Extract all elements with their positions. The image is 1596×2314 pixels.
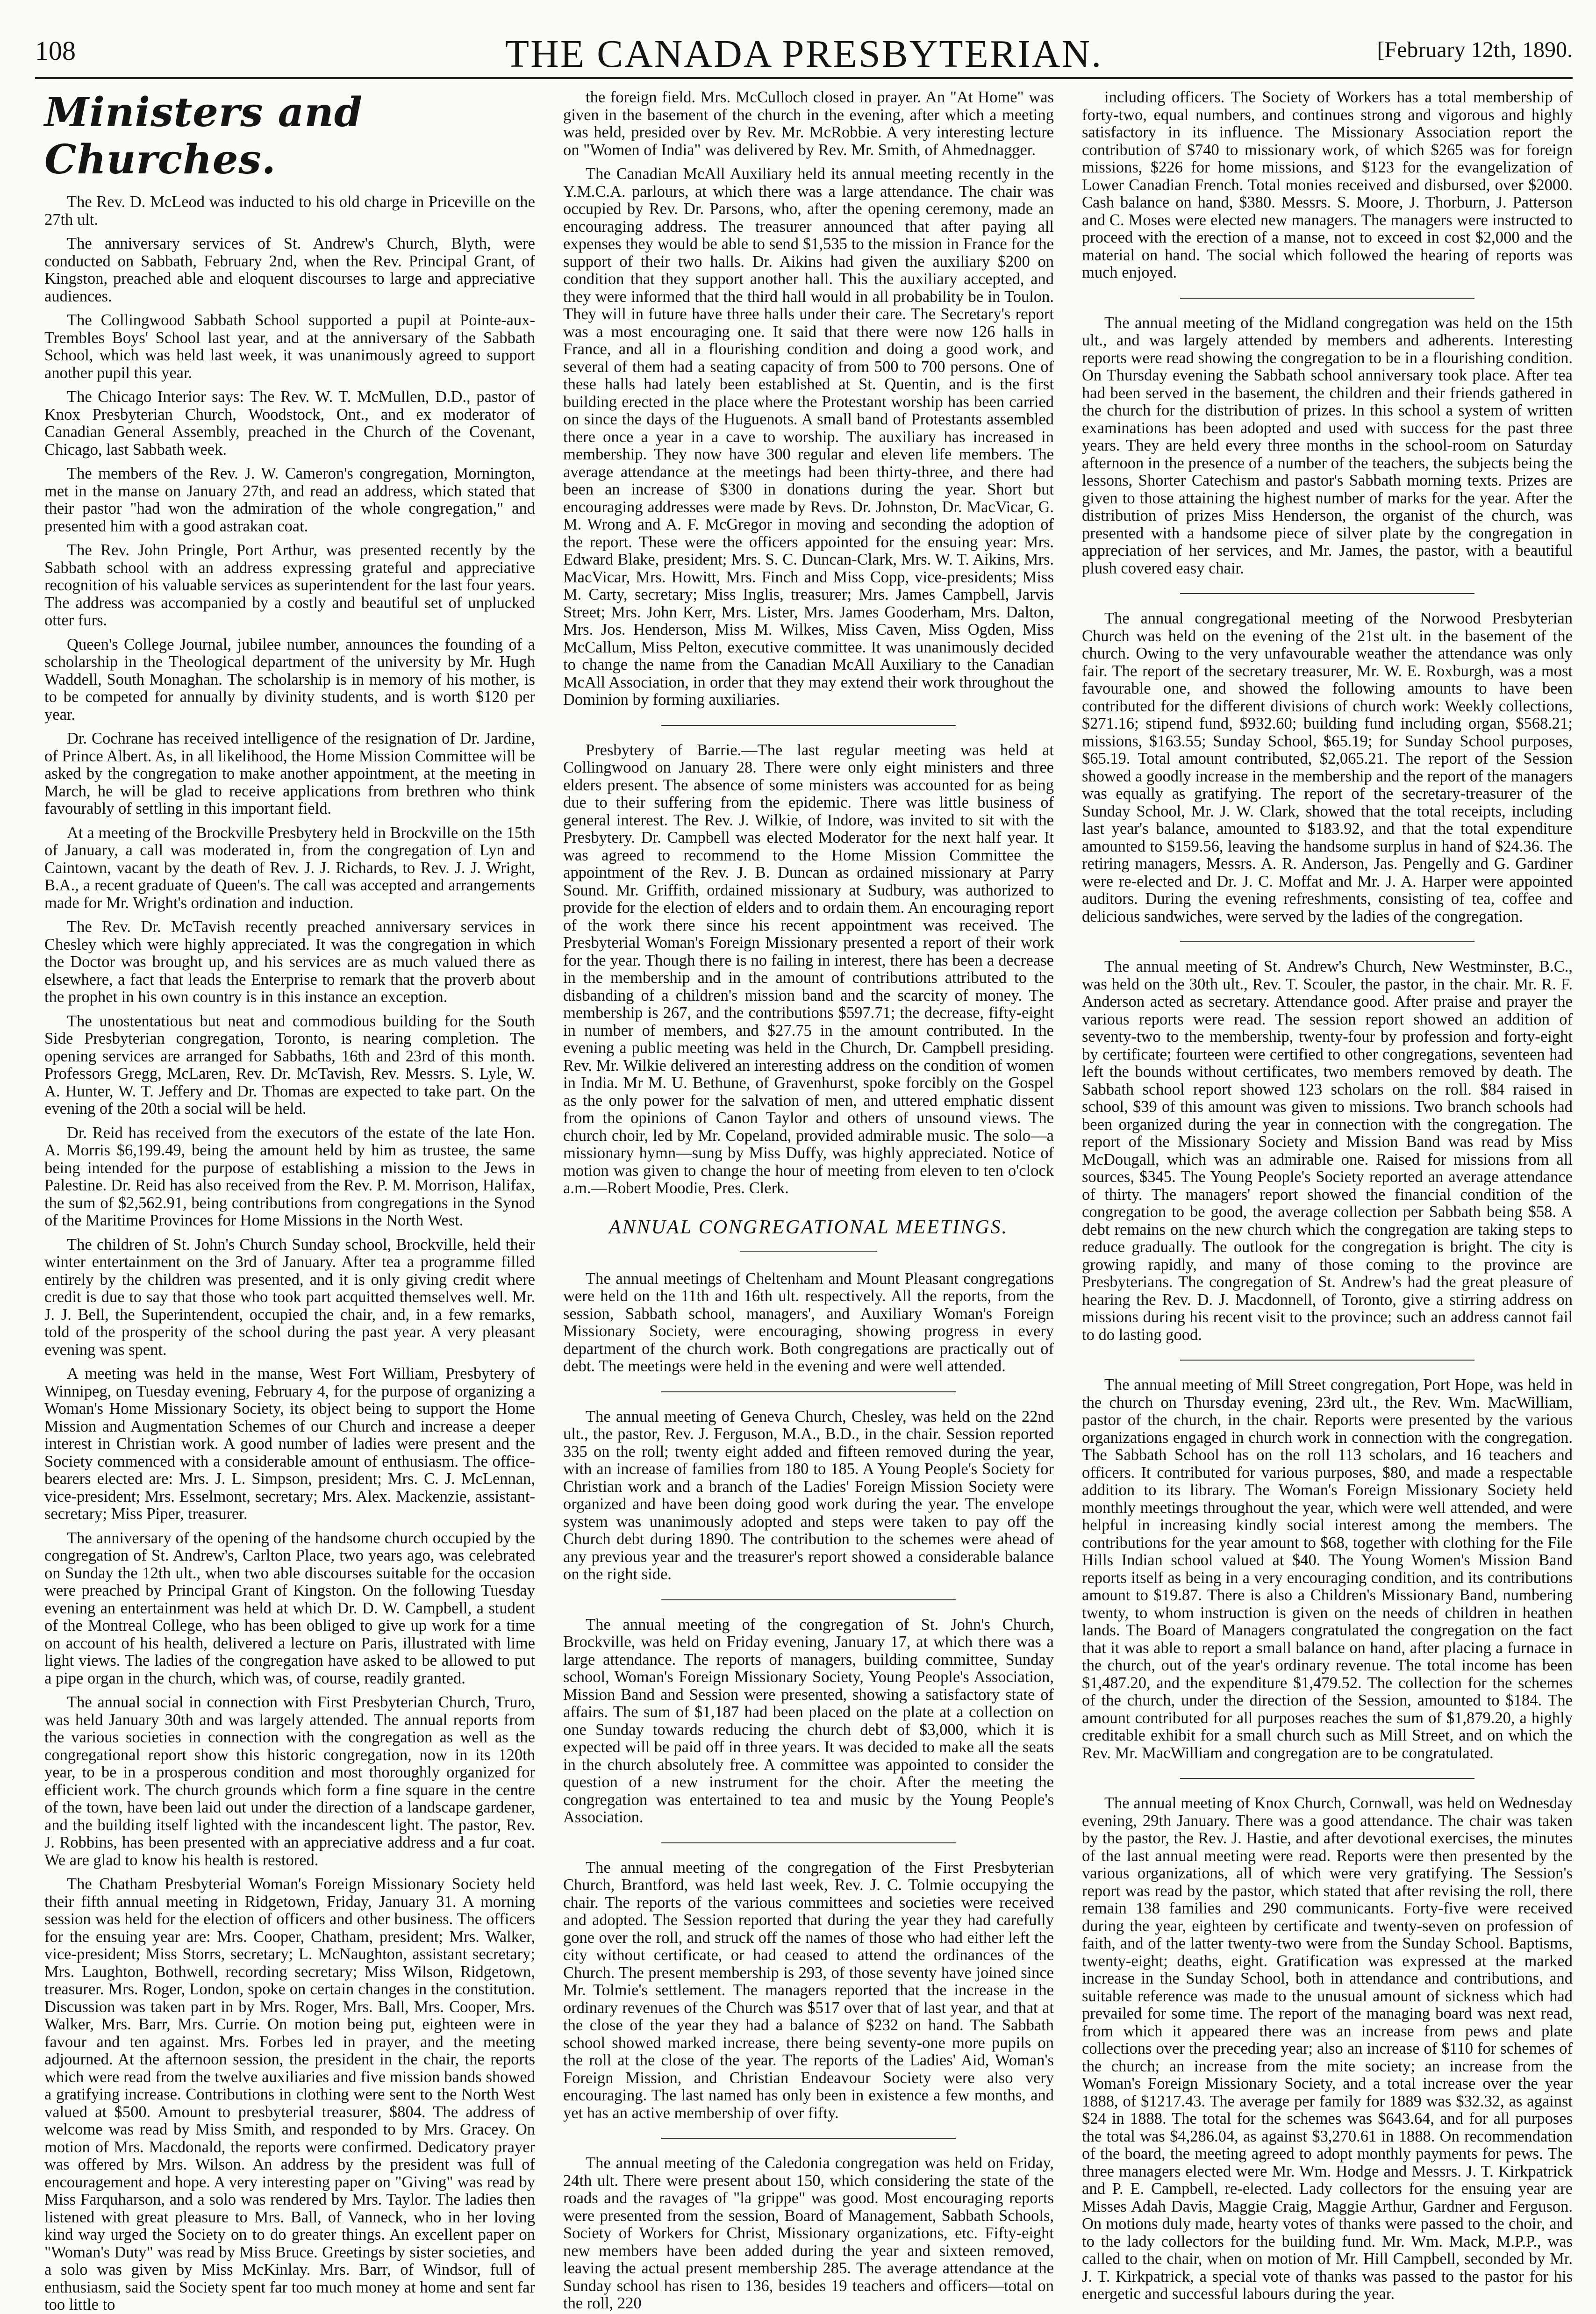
article-paragraph: Dr. Reid has received from the executors of the estate of the late Hon. A. Morris $6,199.49, being the amount held by him as trustee, the same being intended for the purpose of establishing a mission to the Jews in Palestine. Dr. Reid has also received from the Rev. P. M. Morrison, Halifax, the sum of $2,562.91, being contributions from congregations in the Synod of the Maritime Provinces for Home Missions in the North West. (44, 1124, 535, 1229)
divider (661, 1391, 956, 1392)
divider (1180, 941, 1474, 942)
article-paragraph: The Chatham Presbyterial Woman's Foreign Missionary Society held their fifth annual meeting in Ridgetown, Friday, January 31. A morning session was held for the election of officers and other business. The officers for the ensuing year are: Mrs. Cooper, Chatham, president; Mrs. Walker, vice-president; Miss Storrs, secretary; L. McNaughton, assistant secretary; Mrs. Laughton, Bothwell, recording secretary; Miss Wilson, Ridgetown, treasurer. Mrs. Roger, London, spoke on certain changes in the constitution. Discussion was taken part in by Mrs. Roger, Mrs. Ball, Mrs. Cooper, Mrs. Walker, Mrs. Barr, Mrs. Currie. On motion being put, eighteen were in favour and ten against. Mrs. Forbes led in prayer, and the meeting adjourned. At the afternoon session, the president in the chair, the reports which were read from the twelve auxiliaries and five mission bands showed a gratifying increase. Contributions in clothing were sent to the North West valued at $500. Amount to presbyterial treasurer, $804. The address of welcome was read by Miss Smith, and responded to by Mrs. Gracey. On motion of Mrs. Macdonald, the reports were confirmed. Dedicatory prayer was offered by Mrs. Wilson. An address by the president was full of encouragement and hope. A very interesting paper on "Giving" was read by Miss Farquharson, and a solo was rendered by Mrs. Taylor. The ladies then listened with great pleasure to Mrs. Ball, of Vanneck, who in her loving kind way urged the Society on to do greater things. An excellent paper on "Woman's Duty" was read by Miss Bruce. Greetings by sister societies, and a solo was given by Miss McKinlay. Mrs. Barr, of Windsor, full of enthusiasm, said the Society spent far too much money at home and sent far too little to (44, 1875, 535, 2314)
article-paragraph: A meeting was held in the manse, West Fort William, Presbytery of Winnipeg, on Tuesday evening, February 4, for the purpose of organizing a Woman's Home Missionary Society, its object being to support the Home Mission and Augmentation Schemes of our Church and increase a deeper interest in Christian work. A good number of ladies were present and the Society commenced with a considerable amount of enthusiasm. The office-bearers elected are: Mrs. J. L. Simpson, president; Mrs. C. J. McLennan, vice-president; Mrs. Esselmont, secretary; Mrs. Alex. Mackenzie, assistant-secretary; Miss Piper, treasurer. (44, 1365, 535, 1523)
section-title: Ministers and Churches. (44, 89, 363, 183)
article-paragraph: The Collingwood Sabbath School supported a pupil at Pointe-aux-Trembles Boys' School last year, and at the anniversary of the Sabbath School, which was held last week, it was unanimously agreed to support another pupil this year. (44, 311, 535, 382)
divider (1180, 1360, 1474, 1361)
article-paragraph: The annual meeting of the congregation of St. John's Church, Brockville, was held on Friday evening, January 17, at which there was a large attendance. The reports of managers, building committee, Sunday school, Woman's Foreign Missionary Society, Young People's Association, Mission Band and Session were presented, showing a satisfactory state of affairs. The sum of $1,187 had been placed on the plate at a collection on one Sunday towards reducing the church debt of $3,000, which it is expected will be paid off in three years. It was decided to make all the seats in the church absolutely free. A committee was appointed to consider the question of a new instrument for the choir. After the meeting the congregation was entertained to tea and music by the Young People's Association. (563, 1615, 1054, 1826)
divider (661, 1599, 956, 1600)
article-paragraph: The annual meeting of Mill Street congregation, Port Hope, was held in the church on Thursday evening, 23rd ult., the Rev. Wm. MacWilliam, pastor of the church, in the chair. Reports were presented by the various organizations engaged in church work in connection with the congregation. The Sabbath School has on the roll 113 scholars, and 16 teachers and officers. It contributed for various purposes, $80, and made a respectable addition to its library. The Woman's Foreign Missionary Society held monthly meetings throughout the year, which were well attended, and were helpful in increasing kindly social interest among the members. The contributions for the year amount to $68, together with clothing for the File Hills Indian school valued at $40. The Young Women's Mission Band reports itself as being in a very encouraging condition, and its contributions amount to $19.87. There is also a Children's Missionary Band, numbering twenty, to whom instruction is given on the needs of children in heathen lands. The Board of Managers congratulated the congregation on the fact that it was able to report a small balance on hand, after placing a furnace in the church, out of the year's ordinary revenue. The total income has been $1,487.20, and the expenditure $1,479.52. The collection for the schemes of the church, under the direction of the Session, amounted to $184. The amount contributed for all purposes reaches the sum of $1,879.20, a highly creditable exhibit for a small church such as Mill Street, and on which the Rev. Mr. MacWilliam and congregation are to be congratulated. (1082, 1376, 1573, 1762)
divider (1180, 593, 1474, 594)
article-paragraph: The annual meetings of Cheltenham and Mount Pleasant congregations were held on the 11th and 16th ult. respectively. All the reports, from the session, Sabbath school, managers', and Auxiliary Woman's Foreign Missionary Society, were encouraging, showing progress in every department of the church work. Both congregations are practically out of debt. The meetings were held in the evening and were well attended. (563, 1269, 1054, 1375)
page-number: 108 (35, 36, 76, 66)
subsection-heading: ANNUAL CONGREGATIONAL MEETINGS. (608, 1216, 1009, 1238)
presbytery-report: Presbytery of Barrie.—The last regular meeting was held at Collingwood on January 28. There were only eight ministers and three elders present. The absence of some ministers was accounted for as being due to their suffering from the epidemic. There was little business of general interest. The Rev. J. Wilkie, of Indore, was invited to sit with the Presbytery. Dr. Campbell was elected Moderator for the next half year. It was agreed to recommend to the Home Mission Committee the appointment of the Rev. J. B. Duncan as ordained missionary at Parry Sound. Mr. Griffith, ordained missionary at Sudbury, was authorized to provide for the election of elders and to ordain them. An encouraging report of the work there since his recent appointment was received. The Presbyterial Woman's Foreign Missionary presented a report of their work for the year. Though there is no failing in interest, there has been a decrease in the membership and in the amount of contributions attributed to the disbanding of a children's mission band and the scarcity of money. The membership is 267, and the contributions $597.71; the decrease, fifty-eight in number of members, and $27.75 in the amount contributed. In the evening a public meeting was held in the Church, Dr. Campbell presiding. Rev. Mr. Wilkie delivered an interesting address on the condition of women in India. Mr M. U. Bethune, of Gravenhurst, spoke forcibly on the Gospel as the only power for the salvation of men, and uttered emphatic dissent from the opinions of Canon Taylor and others of unsound views. The church choir, led by Mr. Copeland, provided admirable music. The solo—a missionary hymn—sung by Miss Duffy, was highly appreciated. Notice of motion was given to change the hour of meeting from eleven to ten o'clock a.m.—Robert Moodie, Pres. Clerk. (563, 741, 1054, 1197)
masthead-title: THE CANADA PRESBYTERIAN. (505, 32, 1103, 76)
article-paragraph: The annual congregational meeting of the Norwood Presbyterian Church was held on the evening of the 21st ult. in the basement of the church. Owing to the very unfavourable weather the attendance was only fair. The report of the secretary treasurer, Mr. W. E. Roxburgh, was a most favourable one, and showed the following amounts to have been contributed for the different divisions of church work: Weekly collections, $271.16; stipend fund, $932.60; building fund including organ, $568.21; missions, $163.55; Sunday School, $65.19; for Sunday School purposes, $65.19. Total amount contributed, $2,065.21. The report of the Session showed a goodly increase in the membership and the report of the managers was equally as gratifying. The report of the secretary-treasurer of the Sunday School, Mr. J. W. Clark, showed that the total receipts, including last year's balance, amounted to $183.92, and that the total expenditure amounted to $159.56, leaving the handsome surplus in hand of $24.36. The retiring managers, Messrs. A. R. Anderson, Jas. Pengelly and G. Gardiner were re-elected and Dr. J. C. Moffat and Mr. J. A. Harper were appointed auditors. During the evening refreshments, consisting of tea, coffee and delicious sandwiches, were served by the ladies of the congregation. (1082, 609, 1573, 925)
divider (1180, 298, 1474, 299)
divider (740, 1251, 877, 1252)
divider (661, 725, 956, 726)
article-paragraph: The annual meeting of the Caledonia congregation was held on Friday, 24th ult. There were present about 150, which considering the state of the roads and the ravages of "la grippe" was good. Most encouraging reports were presented from the session, Board of Management, Sabbath Schools, Society of Workers for Christ, Missionary organizations, etc. Fifty-eight new members have been added during the year and sixteen removed, leaving the actual present membership 285. The average attendance at the Sunday school has risen to 136, besides 19 teachers and officers—total on the roll, 220 (563, 2154, 1054, 2312)
article-paragraph: The members of the Rev. J. W. Cameron's congregation, Mornington, met in the manse on January 27th, and read an address, which stated that their pastor "had won the admiration of the whole congregation," and presented him with a good astrakan coat. (44, 465, 535, 535)
article-paragraph: The anniversary services of St. Andrew's Church, Blyth, were conducted on Sabbath, February 2nd, when the Rev. Principal Grant, of Kingston, preached able and eloquent discourses to large and appreciative audiences. (44, 235, 535, 305)
article-paragraph: the foreign field. Mrs. McCulloch closed in prayer. An "At Home" was given in the basement of the church in the evening, after which a meeting was held, presided over by Rev. Mr. McRobbie. A very interesting lecture on "Women of India" was delivered by Rev. Mr. Smith, of Ahmednagger. (563, 88, 1054, 159)
article-paragraph: Queen's College Journal, jubilee number, announces the founding of a scholarship in the Theological department of the university by Mr. Hugh Waddell, South Monaghan. The scholarship is in memory of his mother, is to be competed for annually by divinity students, and is worth $120 per year. (44, 635, 535, 724)
article-paragraph: Dr. Cochrane has received intelligence of the resignation of Dr. Jardine, of Prince Albert. As, in all likelihood, the Home Mission Committee will be asked by the congregation to make another appointment, at the meeting in March, he will be glad to receive applications from brethren who think favourably of settling in this important field. (44, 730, 535, 817)
column-2 (563, 88, 1054, 2312)
issue-date: [February 12th, 1890. (1377, 37, 1573, 62)
article-paragraph: The annual meeting of the congregation of the First Presbyterian Church, Brantford, was held last week, Rev. J. C. Tolmie occupying the chair. The reports of the various committees and societies were received and adopted. The Session reported that during the year they had carefully gone over the roll, and struck off the names of those who had either left the city without certificate, or had ceased to attend the ordinances of the Church. The present membership is 293, of those seventy have joined since Mr. Tolmie's settlement. The managers reported that the increase in the ordinary revenues of the Church was $517 over that of last year, and that at the close of the year they had a balance of $232 on hand. The Sabbath school showed marked increase, there being seventy-one more pupils on the roll at the close of the year. The reports of the Ladies' Aid, Woman's Foreign Mission, and Christian Endeavour Society were also very encouraging. The last named has only been in existence a few months, and yet has an active membership of over fifty. (563, 1858, 1054, 2122)
column-3 (1082, 88, 1573, 2303)
article-paragraph: The Chicago Interior says: The Rev. W. T. McMullen, D.D., pastor of Knox Presbyterian Church, Woodstock, Ont., and ex moderator of Canadian General Assembly, preached in the Church of the Covenant, Chicago, last Sabbath week. (44, 388, 535, 459)
article-paragraph: The annual meeting of the Midland congregation was held on the 15th ult., and was largely attended by members and adherents. Interesting reports were read showing the congregation to be in a flourishing condition. On Thursday evening the Sabbath school anniversary took place. After tea had been served in the basement, the children and their friends gathered in the church for the distribution of prizes. In this school a system of written examinations has been adopted and used with success for the past three years. They are held every three months in the school-room on Saturday afternoon in the presence of a number of the teachers, the subjects being the lessons, Shorter Catechism and pastor's Sabbath morning texts. Prizes are given to those attaining the highest number of marks for the year. After the distribution of prizes Miss Henderson, the organist of the church, was presented with a handsome piece of silver plate by the congregation in appreciation of her services, and Mr. James, the pastor, with a beautiful plush covered easy chair. (1082, 314, 1573, 577)
article-paragraph: including officers. The Society of Workers has a total membership of forty-two, equal numbers, and continues strong and vigorous and highly satisfactory in its influence. The Missionary Association report the contribution of $740 to missionary work, of which $265 was for foreign missions, $226 for home missions, and $123 for the evangelization of Lower Canadian French. Total monies received and disbursed, over $2000. Cash balance on hand, $380. Messrs. S. Moore, J. Thorburn, J. Patterson and C. Moses were elected new managers. The managers were instructed to proceed with the erection of a manse, not to exceed in cost $2,000 and the material on hand. The social which followed the hearing of reports was much enjoyed. (1082, 88, 1573, 281)
article-paragraph: The annual social in connection with First Presbyterian Church, Truro, was held January 30th and was largely attended. The annual reports from the various societies in connection with the congregation as well as the congregational report show this historic congregation, now in its 120th year, to be in a prosperous condition and most thoroughly organized for efficient work. The church grounds which form a fine square in the centre of the town, have been laid out under the direction of a landscape gardener, and the building itself lighted with the incandescent light. The pastor, Rev. J. Robbins, has been presented with an appreciative address and a fur coat. We are glad to know his health is restored. (44, 1693, 535, 1869)
article-paragraph: At a meeting of the Brockville Presbytery held in Brockville on the 15th of January, a call was moderated in, from the congregation of Lyn and Caintown, vacant by the death of Rev. J. J. Richards, to Rev. J. J. Wright, B.A., a recent graduate of Queen's. The call was accepted and arrangements made for Mr. Wright's ordination and induction. (44, 824, 535, 912)
article-paragraph: The annual meeting of Geneva Church, Chesley, was held on the 22nd ult., the pastor, Rev. J. Ferguson, M.A., B.D., in the chair. Session reported 335 on the roll; twenty eight added and fifteen removed during the year, with an increase of families from 180 to 185. A Young People's Society for Christian work and a branch of the Ladies' Foreign Mission Society were organized and have been doing good work during the year. The envelope system was unanimously adopted and steps were taken to pay off the Church debt during 1890. The contribution to the schemes were ahead of any previous year and the treasurer's report showed a considerable balance on the right side. (563, 1407, 1054, 1583)
divider (661, 1842, 956, 1843)
article-paragraph: The Rev. Dr. McTavish recently preached anniversary services in Chesley which were highly appreciated. It was the congregation in which the Doctor was brought up, and his services are as much valued there as elsewhere, a fact that leads the Enterprise to remark that the proverb about the prophet in his own country is in this instance an exception. (44, 918, 535, 1006)
article-paragraph: The annual meeting of Knox Church, Cornwall, was held on Wednesday evening, 29th January. There was a good attendance. The chair was taken by the pastor, the Rev. J. Hastie, and after devotional exercises, the minutes of the last annual meeting were read. Reports were then presented by the various organizations, all of which were very gratifying. The Session's report was read by the pastor, which stated that after revising the roll, there remain 138 families and 290 communicants. Forty-five were received during the year, eighteen by certificate and twenty-seven on profession of faith, and of the latter twenty-two were from the Sunday School. Baptisms, twenty-eight; deaths, eight. Gratification was expressed at the marked increase in the Sunday School, both in attendance and contributions, and suitable reference was made to the unusual amount of sickness which had prevailed for some time. The report of the managing board was next read, from which it appeared there was an increase from pews and plate collections over the preceding year; also an increase of $110 for schemes of the church; an increase from the mite society; an increase from the Woman's Foreign Missionary Society, and a total increase over the year 1888, of $1217.43. The average per family for 1889 was $32.32, as against $24 in 1888. The total for the schemes was $643.64, and for all purposes the total was $4,286.04, as against $3,270.61 in 1888. On recommendation of the board, the meeting agreed to adopt monthly payments for pews. The three managers elected were Mr. Wm. Hodge and Messrs. J. T. Kirkpatrick and P. E. Campbell, re-elected. Lady collectors for the ensuing year are Misses Adah Davis, Maggie Craig, Maggie Arthur, Gardner and Ferguson. On motions duly made, hearty votes of thanks were passed to the choir, and to the lady collectors for the building fund. Mr. Wm. Mack, M.P.P., was called to the chair, when on motion of Mr. Hill Campbell, seconded by Mr. J. T. Kirkpatrick, a special vote of thanks was passed to the pastor for his energetic and successful labours during the year. (1082, 1794, 1573, 2303)
article-paragraph: The anniversary of the opening of the handsome church occupied by the congregation of St. Andrew's, Carlton Place, two years ago, was celebrated on Sunday the 12th ult., when two able discourses suitable for the occasion were preached by Principal Grant of Kingston. On the following Tuesday evening an entertainment was held at which Dr. D. W. Campbell, a student of the Montreal College, who has been obliged to give up work for a time on account of his health, delivered a lecture on Paris, illustrated with lime light views. The ladies of the congregation have asked to be allowed to put a pipe organ in the church, which was, of course, readily granted. (44, 1529, 535, 1687)
article-paragraph: The annual meeting of St. Andrew's Church, New Westminster, B.C., was held on the 30th ult., Rev. T. Scouler, the pastor, in the chair. Mr. R. F. Anderson acted as secretary. Attendance good. After praise and prayer the various reports were read. The session report showed an addition of seventy-two to the membership, twenty-four by profession and forty-eight by certificate; fourteen were certified to other congregations, seventeen had left the bounds without certificates, two members removed by death. The Sabbath school report showed 123 scholars on the roll. $84 raised in school, $39 of this amount was given to missions. Two branch schools had been organized during the year in connection with the congregation. The report of the Missionary Society and Mission Band was read by Miss McDougall, which was an admirable one. Raised for missions from all sources, $345. The Young People's Society reported an average attendance of thirty. The managers' report showed the financial condition of the congregation to be good, the average collection per Sabbath being $58. A debt remains on the new church which the congregation are taking steps to reduce gradually. The outlook for the congregation is bright. The city is growing rapidly, and many of those coming to the province are Presbyterians. The congregation of St. Andrew's had the great pleasure of hearing the Rev. D. J. Macdonnell, of Toronto, give a stirring address on missions during his recent visit to the province; such an address cannot fail to do lasting good. (1082, 958, 1573, 1344)
article-paragraph: The Canadian McAll Auxiliary held its annual meeting recently in the Y.M.C.A. parlours, at which there was a large attendance. The chair was occupied by Rev. Dr. Parsons, who, after the opening ceremony, made an encouraging address. The treasurer announced that after paying all expenses they would be able to send $1,535 to the mission in France for the support of their two halls. Dr. Aikins had given the auxiliary $200 on condition that they support another hall. This the auxiliary accepted, and they were informed that the third hall would in all probability be in Toulon. They will in future have three halls under their care. The Secretary's report was a most encouraging one. It said that there were now 126 halls in France, and all in a flourishing condition and doing a good work, and several of them had a seating capacity of from 500 to 700 persons. One of these halls had lately been established at St. Quentin, and is the first building erected in the place where the Protestant worship has been carried on since the days of the Huguenots. A small band of Protestants assembled there once a year in a cave to worship. The auxiliary has increased in membership. They now have 300 regular and eleven life members. The average attendance at the meetings had been thirty-three, and there had been an increase of $300 in donations during the year. Short but encouraging addresses were made by Revs. Dr. Johnston, Dr. MacVicar, G. M. Wrong and A. F. McGregor in moving and seconding the adoption of the report. These were the officers appointed for the ensuing year: Mrs. Edward Blake, president; Mrs. S. C. Duncan-Clark, Mrs. W. T. Aikins, Mrs. MacVicar, Mrs. Howitt, Mrs. Finch and Miss Copp, vice-presidents; Miss M. Carty, secretary; Miss Inglis, treasurer; Mrs. James Campbell, Jarvis Street; Mrs. John Kerr, Mrs. Lister, Mrs. James Gooderham, Mrs. Dalton, Mrs. Jos. Henderson, Miss M. Wilkes, Miss Caven, Miss Ogden, Miss McCallum, Miss Pelton, executive committee. It was unanimously decided to change the name from the Canadian McAll Auxiliary to the Canadian McAll Association, in order that they may extend their work throughout the Dominion by forming auxiliaries. (563, 165, 1054, 709)
article-paragraph: The Rev. D. McLeod was inducted to his old charge in Priceville on the 27th ult. (44, 193, 535, 229)
divider (661, 2138, 956, 2139)
page-header (35, 26, 1573, 79)
article-paragraph: The unostentatious but neat and commodious building for the South Side Presbyterian congregation, Toronto, is nearing completion. The opening services are arranged for Sabbaths, 16th and 23rd of this month. Professors Gregg, McLaren, Rev. Dr. McTavish, Rev. Messrs. S. Lyle, W. A. Hunter, W. T. Jeffery and Dr. Thomas are expected to take part. On the evening of the 20th a social will be held. (44, 1012, 535, 1118)
article-paragraph: The children of St. John's Church Sunday school, Brockville, held their winter entertainment on the 3rd of January. After tea a programme filled entirely by the children was presented, and it is only giving credit where credit is due to say that those who took part acquitted themselves well. Mr. J. J. Bell, the Superintendent, occupied the chair, and, in a few remarks, told of the prosperity of the school during the past year. A very pleasant evening was spent. (44, 1235, 535, 1359)
divider (1180, 1778, 1474, 1779)
article-paragraph: The Rev. John Pringle, Port Arthur, was presented recently by the Sabbath school with an address expressing grateful and appreciative recognition of his valuable services as superintendent for the last four years. The address was accompanied by a costly and beautiful set of unplucked otter furs. (44, 541, 535, 629)
column-1 (44, 89, 535, 2314)
